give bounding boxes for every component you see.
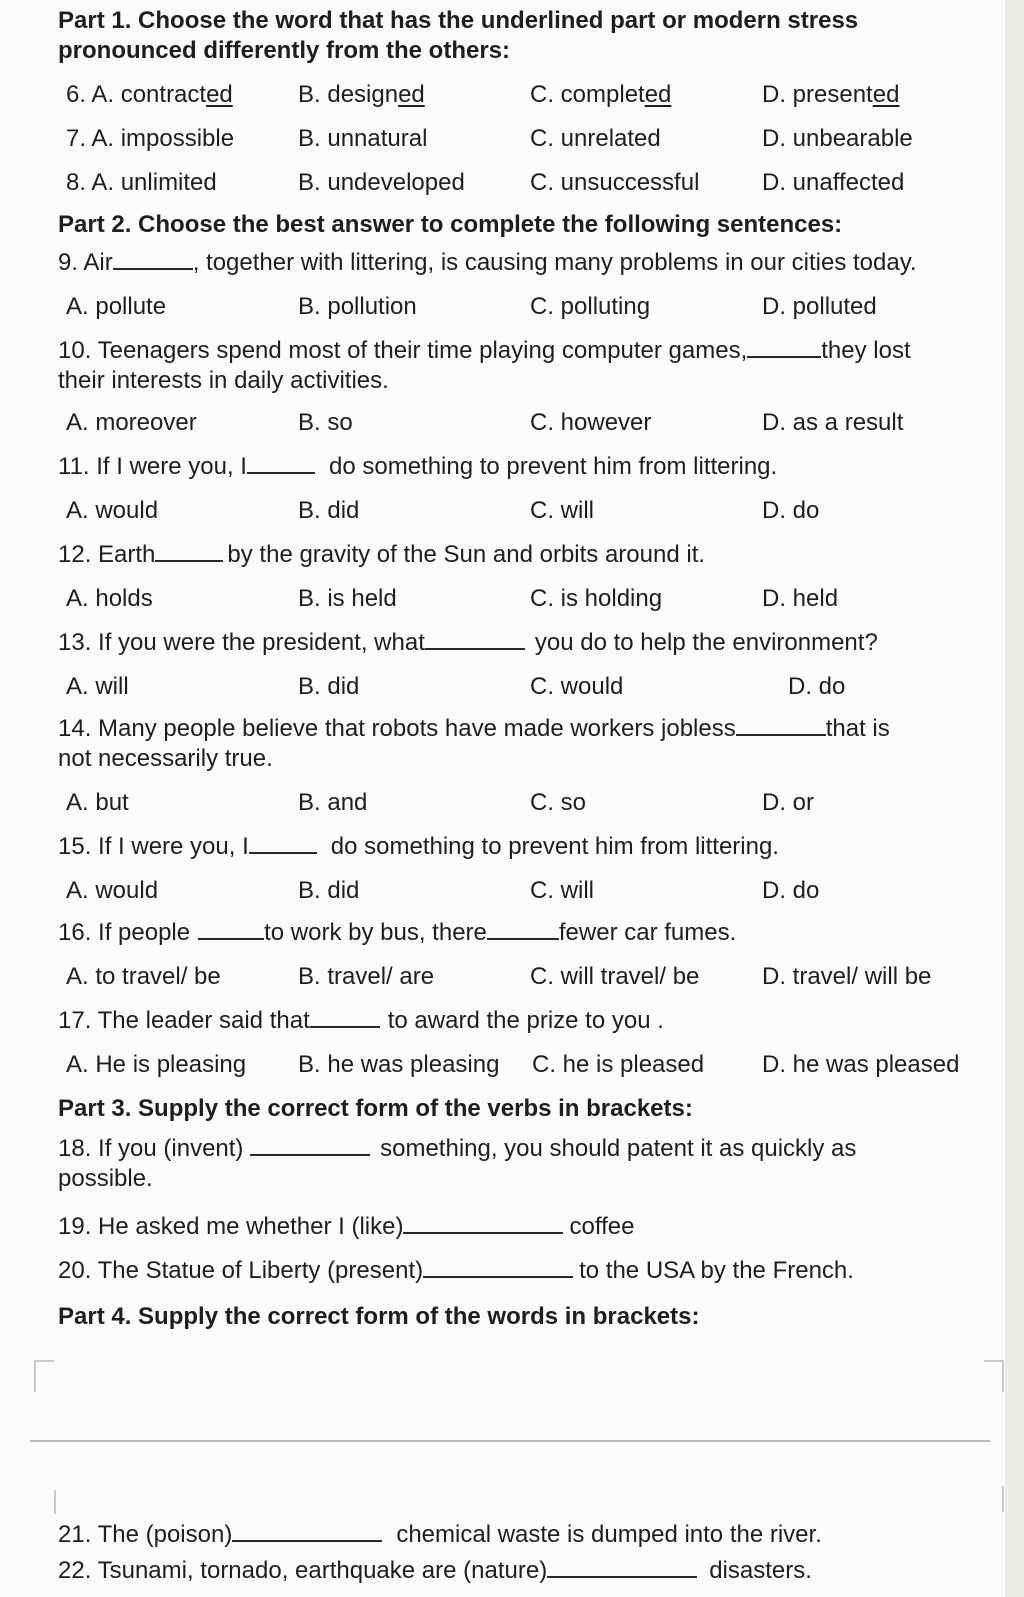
q22-post: disasters. bbox=[709, 1557, 812, 1584]
q18-line2: possible. bbox=[58, 1165, 153, 1192]
q7-option-a: 7. A. impossible bbox=[66, 125, 235, 152]
q16-option-a: A. to travel/ be bbox=[66, 963, 221, 990]
q14-line2: not necessarily true. bbox=[58, 745, 273, 772]
q20-post: to the USA by the French. bbox=[579, 1257, 854, 1284]
q12-pre: 12. Earth bbox=[58, 541, 156, 568]
divider-line bbox=[30, 1440, 990, 1442]
page-edge-shadow bbox=[1005, 0, 1024, 1597]
q16-blank-2[interactable] bbox=[487, 918, 559, 940]
q10-post: they lost bbox=[821, 337, 911, 364]
q17-stem bbox=[58, 1006, 988, 1036]
q18-blank[interactable] bbox=[250, 1134, 370, 1156]
q10-option-c: C. however bbox=[530, 409, 652, 436]
q17-blank[interactable] bbox=[310, 1006, 380, 1028]
q22-blank[interactable] bbox=[547, 1556, 697, 1578]
part1-heading-line1: Part 1. Choose the word that has the underlined part or modern stress bbox=[58, 7, 859, 34]
q11-option-b: B. did bbox=[298, 497, 360, 524]
q10-pre: 10. Teenagers spend most of their time playing computer games, bbox=[58, 337, 748, 364]
table-corner-top-right bbox=[984, 1360, 1004, 1392]
q9-option-a: A. pollute bbox=[66, 293, 167, 320]
q9-option-d: D. polluted bbox=[762, 293, 877, 320]
q16-option-b: B. travel/ are bbox=[298, 963, 435, 990]
q14-option-d: D. or bbox=[762, 789, 815, 816]
q22-stem bbox=[58, 1556, 988, 1586]
q21-post: chemical waste is dumped into the river. bbox=[396, 1521, 822, 1548]
q14-post: that is bbox=[825, 715, 890, 742]
q10-option-b: B. so bbox=[298, 409, 353, 436]
q9-stem bbox=[58, 248, 988, 278]
q6-option-c bbox=[530, 80, 671, 110]
q17-pre: 17. The leader said that bbox=[58, 1007, 310, 1034]
q20-blank[interactable] bbox=[423, 1256, 573, 1278]
q18-post: something, you should patent it as quickly as bbox=[380, 1135, 857, 1162]
q19-stem bbox=[58, 1212, 988, 1242]
q10-line2: their interests in daily activities. bbox=[58, 367, 389, 394]
q12-blank[interactable] bbox=[155, 540, 223, 562]
q6-d-underlined: ed bbox=[872, 81, 900, 108]
q17-option-b: B. he was pleasing bbox=[298, 1051, 500, 1078]
q7-option-b: B. unnatural bbox=[298, 125, 428, 152]
q18-pre: 18. If you (invent) bbox=[58, 1135, 244, 1162]
q15-option-c: C. will bbox=[530, 877, 594, 904]
q15-option-b: B. did bbox=[298, 877, 360, 904]
q6-option-d bbox=[762, 80, 899, 110]
q11-blank[interactable] bbox=[247, 452, 315, 474]
q6-c-underlined: ed bbox=[644, 81, 672, 108]
q16-stem bbox=[58, 918, 988, 948]
q15-option-d: D. do bbox=[762, 877, 820, 904]
q16-blank-1[interactable] bbox=[198, 918, 264, 940]
table-corner-lower-right bbox=[984, 1486, 1004, 1512]
q16-option-d: D. travel/ will be bbox=[762, 963, 932, 990]
q11-post: do something to prevent him from littering. bbox=[328, 453, 778, 480]
q13-pre: 13. If you were the president, what bbox=[58, 629, 425, 656]
q12-post: by the gravity of the Sun and orbits around it. bbox=[227, 541, 706, 568]
q11-pre: 11. If I were you, I bbox=[58, 453, 247, 480]
q17-option-d: D. he was pleased bbox=[762, 1051, 960, 1078]
q19-post: coffee bbox=[569, 1213, 635, 1240]
table-corner-top-left bbox=[34, 1360, 54, 1392]
q13-post: you do to help the environment? bbox=[534, 629, 878, 656]
q11-option-c: C. will bbox=[530, 497, 594, 524]
part2-heading: Part 2. Choose the best answer to complete the following sentences: bbox=[58, 211, 843, 238]
q6-b-text: B. design bbox=[298, 81, 399, 108]
q16-mid: to work by bus, there bbox=[264, 919, 487, 946]
q18-stem bbox=[58, 1134, 993, 1194]
q15-stem bbox=[58, 832, 988, 862]
q11-option-a: A. would bbox=[66, 497, 159, 524]
q13-stem bbox=[58, 628, 988, 658]
q13-option-c: C. would bbox=[530, 673, 624, 700]
q11-option-d: D. do bbox=[762, 497, 820, 524]
q6-c-text: C. complet bbox=[530, 81, 645, 108]
q8-option-b: B. undeveloped bbox=[298, 169, 465, 196]
table-corner-lower-left bbox=[54, 1490, 74, 1514]
q12-option-a: A. holds bbox=[66, 585, 153, 612]
q14-option-b: B. and bbox=[298, 789, 368, 816]
part3-heading: Part 3. Supply the correct form of the verbs in brackets: bbox=[58, 1095, 693, 1122]
q6-option-a bbox=[66, 80, 233, 110]
q14-option-a: A. but bbox=[66, 789, 129, 816]
q13-option-b: B. did bbox=[298, 673, 360, 700]
q15-option-a: A. would bbox=[66, 877, 159, 904]
q13-blank[interactable] bbox=[425, 628, 525, 650]
q10-option-a: A. moreover bbox=[66, 409, 197, 436]
q6-a-text: 6. A. contract bbox=[66, 81, 207, 108]
q14-option-c: C. so bbox=[530, 789, 587, 816]
q12-stem bbox=[58, 540, 988, 570]
q6-option-b bbox=[298, 80, 425, 110]
q16-pre: 16. If people bbox=[58, 919, 191, 946]
q12-option-b: B. is held bbox=[298, 585, 397, 612]
q14-stem bbox=[58, 714, 993, 774]
q16-post: fewer car fumes. bbox=[558, 919, 737, 946]
q8-option-a: 8. A. unlimited bbox=[66, 169, 217, 196]
q17-option-a: A. He is pleasing bbox=[66, 1051, 247, 1078]
q6-a-underlined: ed bbox=[206, 81, 233, 108]
q12-option-d: D. held bbox=[762, 585, 839, 612]
q10-blank[interactable] bbox=[747, 336, 821, 358]
q19-blank[interactable] bbox=[403, 1212, 563, 1234]
q22-pre: 22. Tsunami, tornado, earthquake are (nature) bbox=[58, 1557, 548, 1584]
q9-option-c: C. polluting bbox=[530, 293, 651, 320]
q9-pre: 9. Air bbox=[58, 249, 113, 276]
q6-d-text: D. present bbox=[762, 81, 873, 108]
q15-post: do something to prevent him from littering. bbox=[330, 833, 779, 860]
q17-option-c: C. he is pleased bbox=[532, 1051, 705, 1078]
q12-option-c: C. is holding bbox=[530, 585, 663, 612]
q20-pre: 20. The Statue of Liberty (present) bbox=[58, 1257, 424, 1284]
q21-blank[interactable] bbox=[232, 1520, 382, 1542]
q19-pre: 19. He asked me whether I (like) bbox=[58, 1213, 404, 1240]
q14-pre: 14. Many people believe that robots have made workers jobless bbox=[58, 715, 736, 742]
q8-option-d: D. unaffected bbox=[762, 169, 905, 196]
q10-option-d: D. as a result bbox=[762, 409, 904, 436]
q15-pre: 15. If I were you, I bbox=[58, 833, 249, 860]
q21-pre: 21. The (poison) bbox=[58, 1521, 233, 1548]
q14-blank[interactable] bbox=[736, 714, 826, 736]
q13-option-a: A. will bbox=[66, 673, 129, 700]
q20-stem bbox=[58, 1256, 988, 1286]
q6-b-underlined: ed bbox=[398, 81, 425, 108]
q15-blank[interactable] bbox=[249, 832, 317, 854]
q13-option-d: D. do bbox=[788, 673, 846, 700]
q10-stem bbox=[58, 336, 988, 396]
q7-option-c: C. unrelated bbox=[530, 125, 661, 152]
q9-option-b: B. pollution bbox=[298, 293, 417, 320]
part1-heading bbox=[58, 6, 988, 66]
part4-heading: Part 4. Supply the correct form of the words in brackets: bbox=[58, 1303, 700, 1330]
q21-stem bbox=[58, 1520, 988, 1550]
q9-blank[interactable] bbox=[113, 248, 193, 270]
part1-heading-line2: pronounced differently from the others: bbox=[58, 37, 511, 64]
q8-option-c: C. unsuccessful bbox=[530, 169, 700, 196]
q16-option-c: C. will travel/ be bbox=[530, 963, 700, 990]
q9-post: , together with littering, is causing many problems in our cities today. bbox=[192, 249, 917, 276]
q11-stem bbox=[58, 452, 988, 482]
q17-post: to award the prize to you . bbox=[387, 1007, 664, 1034]
q7-option-d: D. unbearable bbox=[762, 125, 913, 152]
